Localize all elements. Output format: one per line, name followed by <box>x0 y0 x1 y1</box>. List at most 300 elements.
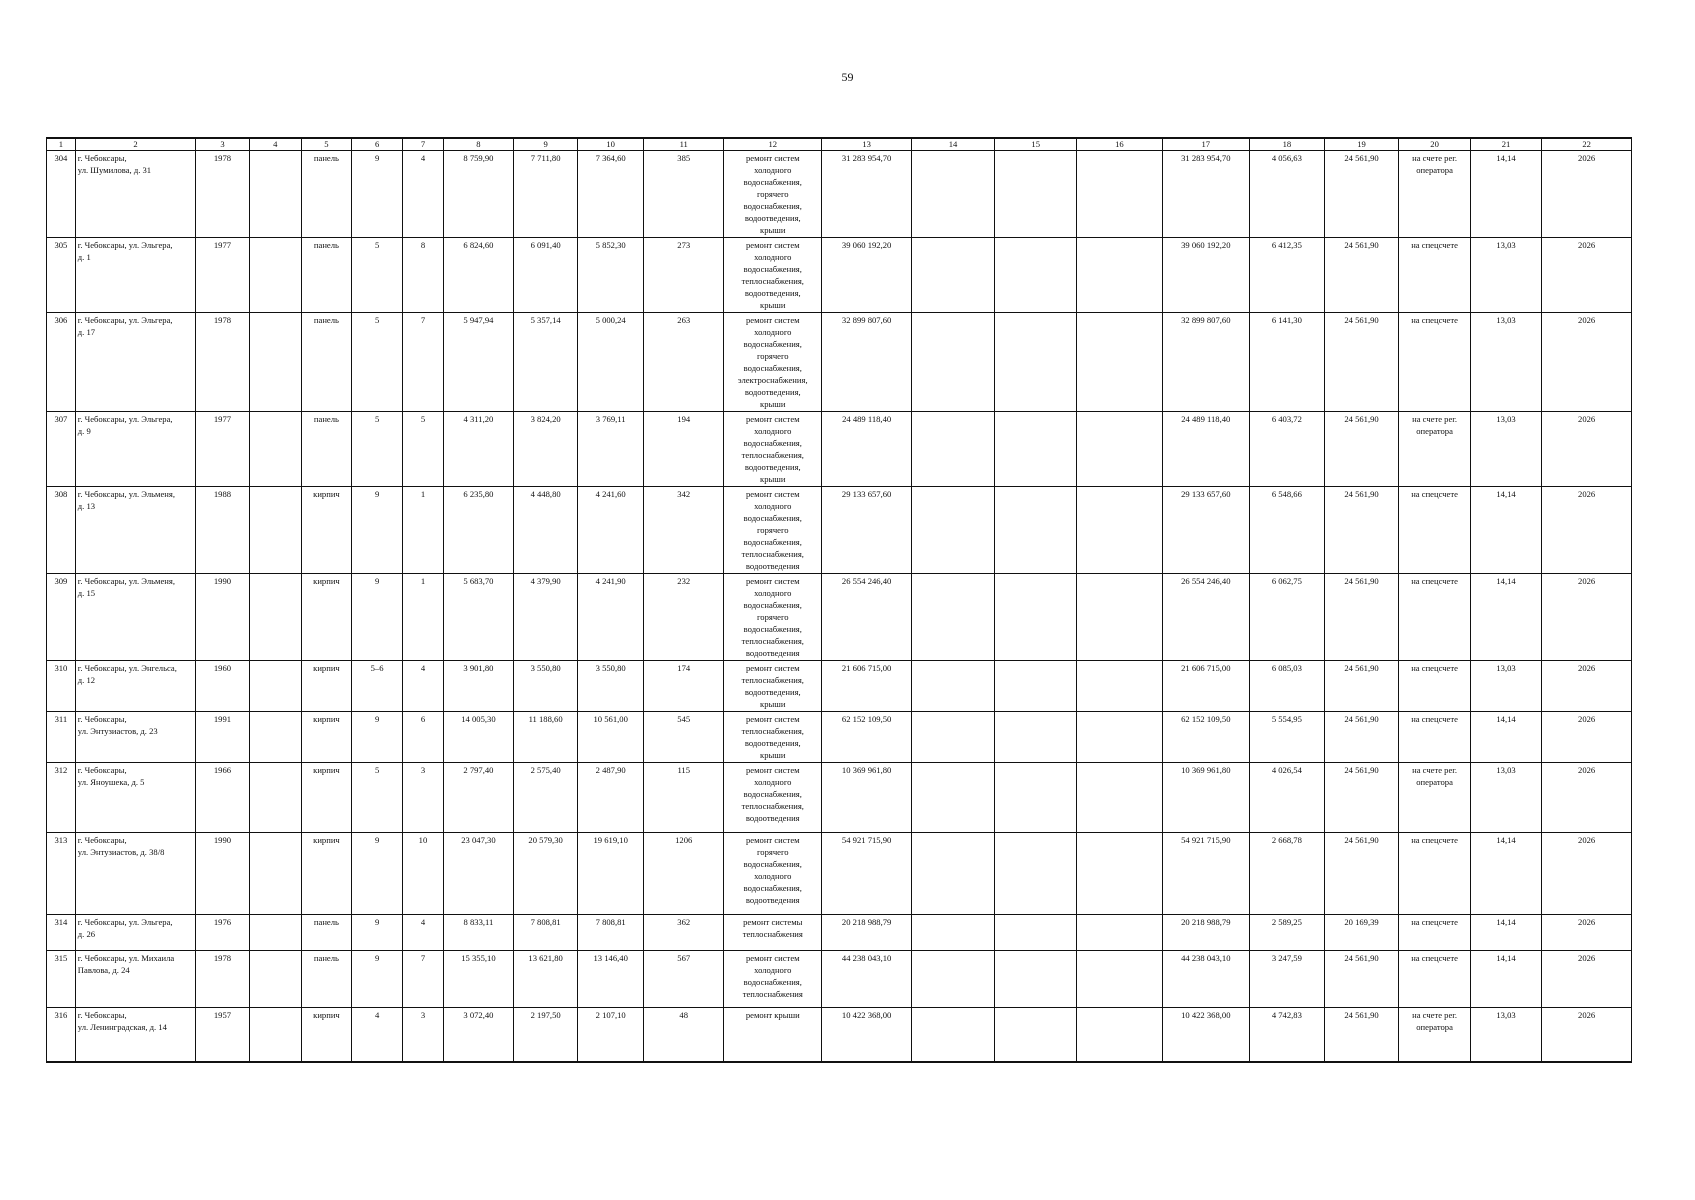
cell-col-4 <box>249 951 301 1008</box>
cell-total-area: 2 797,40 <box>443 763 513 833</box>
cell-residents: 1206 <box>644 833 724 915</box>
cell-contribution-rate: 14,14 <box>1470 487 1541 574</box>
cell-address: г. Чебоксары, ул. Эльгера, д. 9 <box>75 412 196 487</box>
cell-entrances: 10 <box>403 833 444 915</box>
cell-col-4 <box>249 763 301 833</box>
cell-cost-owners: 39 060 192,20 <box>1162 238 1249 313</box>
cell-fund-method: на спецсчете <box>1399 313 1470 412</box>
cell-address: г. Чебоксары, ул. Эльменя, д. 13 <box>75 487 196 574</box>
cell-max-unit-cost: 24 561,90 <box>1324 833 1399 915</box>
cell-total-area: 8 833,11 <box>443 915 513 951</box>
table-row <box>47 574 1632 661</box>
cell-col-15 <box>995 661 1077 712</box>
column-number-4: 4 <box>249 138 301 151</box>
cell-entrances: 1 <box>403 574 444 661</box>
cell-col-16 <box>1077 661 1162 712</box>
cell-unit-cost: 6 548,66 <box>1250 487 1325 574</box>
cell-max-unit-cost: 24 561,90 <box>1324 712 1399 763</box>
cell-col-15 <box>995 313 1077 412</box>
cell-row-number: 311 <box>47 712 76 763</box>
cell-total-area: 5 683,70 <box>443 574 513 661</box>
cell-residents: 567 <box>644 951 724 1008</box>
cell-wall-material: панель <box>301 313 351 412</box>
cell-contribution-rate: 13,03 <box>1470 763 1541 833</box>
cell-total-area: 6 824,60 <box>443 238 513 313</box>
cell-repair-works: ремонт систем холодного водоснабжения, теплоснабжения <box>724 951 822 1008</box>
cell-repair-works: ремонт крыши <box>724 1008 822 1062</box>
cell-col-15 <box>995 915 1077 951</box>
cell-unit-cost: 2 668,78 <box>1250 833 1325 915</box>
cell-address: г. Чебоксары, ул. Шумилова, д. 31 <box>75 151 196 238</box>
cell-cost-total: 31 283 954,70 <box>822 151 912 238</box>
cell-area-residential: 3 550,80 <box>578 661 644 712</box>
cell-row-number: 312 <box>47 763 76 833</box>
cell-address: г. Чебоксары, ул. Михаила Павлова, д. 24 <box>75 951 196 1008</box>
cell-address: г. Чебоксары, ул. Энгельса, д. 12 <box>75 661 196 712</box>
cell-col-16 <box>1077 1008 1162 1062</box>
cell-area-premises: 13 621,80 <box>514 951 578 1008</box>
cell-fund-method: на спецсчете <box>1399 951 1470 1008</box>
cell-fund-method: на спецсчете <box>1399 487 1470 574</box>
table-row <box>47 412 1632 487</box>
cell-area-residential: 19 619,10 <box>578 833 644 915</box>
cell-residents: 273 <box>644 238 724 313</box>
cell-col-14 <box>911 712 994 763</box>
cell-max-unit-cost: 24 561,90 <box>1324 412 1399 487</box>
cell-max-unit-cost: 24 561,90 <box>1324 763 1399 833</box>
cell-repair-works: ремонт систем холодного водоснабжения, горячего водоснабжения, теплоснабжения, водоотведения <box>724 574 822 661</box>
cell-fund-method: на счете рег. оператора <box>1399 412 1470 487</box>
cell-floors: 9 <box>352 915 403 951</box>
cell-contribution-rate: 14,14 <box>1470 712 1541 763</box>
cell-cost-total: 24 489 118,40 <box>822 412 912 487</box>
cell-completion-year: 2026 <box>1542 151 1632 238</box>
cell-year-built: 1977 <box>196 412 249 487</box>
cell-unit-cost: 4 026,54 <box>1250 763 1325 833</box>
cell-entrances: 1 <box>403 487 444 574</box>
cell-year-built: 1966 <box>196 763 249 833</box>
cell-max-unit-cost: 24 561,90 <box>1324 661 1399 712</box>
cell-cost-owners: 20 218 988,79 <box>1162 915 1249 951</box>
cell-unit-cost: 6 403,72 <box>1250 412 1325 487</box>
cell-floors: 5–6 <box>352 661 403 712</box>
cell-completion-year: 2026 <box>1542 574 1632 661</box>
table-row <box>47 313 1632 412</box>
cell-floors: 9 <box>352 487 403 574</box>
cell-floors: 9 <box>352 951 403 1008</box>
cell-col-4 <box>249 574 301 661</box>
cell-address: г. Чебоксары, ул. Ленинградская, д. 14 <box>75 1008 196 1062</box>
cell-floors: 9 <box>352 833 403 915</box>
cell-col-15 <box>995 1008 1077 1062</box>
cell-unit-cost: 5 554,95 <box>1250 712 1325 763</box>
cell-cost-total: 10 422 368,00 <box>822 1008 912 1062</box>
page-number: 59 <box>841 70 854 84</box>
cell-address: г. Чебоксары, ул. Эльгера, д. 26 <box>75 915 196 951</box>
cell-fund-method: на спецсчете <box>1399 661 1470 712</box>
cell-contribution-rate: 13,03 <box>1470 661 1541 712</box>
cell-total-area: 15 355,10 <box>443 951 513 1008</box>
cell-entrances: 3 <box>403 1008 444 1062</box>
cell-wall-material: панель <box>301 238 351 313</box>
cell-year-built: 1957 <box>196 1008 249 1062</box>
cell-area-residential: 2 107,10 <box>578 1008 644 1062</box>
cell-total-area: 4 311,20 <box>443 412 513 487</box>
cell-col-4 <box>249 412 301 487</box>
cell-col-15 <box>995 151 1077 238</box>
cell-floors: 4 <box>352 1008 403 1062</box>
cell-col-4 <box>249 833 301 915</box>
cell-wall-material: кирпич <box>301 487 351 574</box>
cell-row-number: 307 <box>47 412 76 487</box>
cell-col-15 <box>995 238 1077 313</box>
cell-cost-total: 39 060 192,20 <box>822 238 912 313</box>
cell-col-4 <box>249 1008 301 1062</box>
cell-completion-year: 2026 <box>1542 833 1632 915</box>
cell-col-14 <box>911 951 994 1008</box>
cell-wall-material: панель <box>301 151 351 238</box>
cell-total-area: 14 005,30 <box>443 712 513 763</box>
cell-total-area: 3 072,40 <box>443 1008 513 1062</box>
cell-fund-method: на счете рег. оператора <box>1399 151 1470 238</box>
cell-area-premises: 20 579,30 <box>514 833 578 915</box>
cell-total-area: 6 235,80 <box>443 487 513 574</box>
cell-cost-total: 32 899 807,60 <box>822 313 912 412</box>
cell-floors: 5 <box>352 763 403 833</box>
cell-contribution-rate: 14,14 <box>1470 951 1541 1008</box>
cell-area-residential: 13 146,40 <box>578 951 644 1008</box>
cell-year-built: 1976 <box>196 915 249 951</box>
cell-repair-works: ремонт систем теплоснабжения, водоотведения, крыши <box>724 712 822 763</box>
cell-fund-method: на спецсчете <box>1399 712 1470 763</box>
cell-entrances: 6 <box>403 712 444 763</box>
column-number-row <box>47 138 1632 151</box>
cell-entrances: 3 <box>403 763 444 833</box>
table-row <box>47 661 1632 712</box>
column-number-20: 20 <box>1399 138 1470 151</box>
column-number-14: 14 <box>911 138 994 151</box>
cell-cost-owners: 32 899 807,60 <box>1162 313 1249 412</box>
cell-col-4 <box>249 487 301 574</box>
cell-floors: 5 <box>352 412 403 487</box>
cell-fund-method: на спецсчете <box>1399 238 1470 313</box>
cell-col-16 <box>1077 487 1162 574</box>
cell-wall-material: кирпич <box>301 763 351 833</box>
cell-row-number: 304 <box>47 151 76 238</box>
cell-cost-total: 44 238 043,10 <box>822 951 912 1008</box>
cell-col-15 <box>995 574 1077 661</box>
cell-entrances: 4 <box>403 661 444 712</box>
cell-col-15 <box>995 487 1077 574</box>
cell-col-4 <box>249 915 301 951</box>
cell-cost-owners: 29 133 657,60 <box>1162 487 1249 574</box>
cell-completion-year: 2026 <box>1542 313 1632 412</box>
cell-col-15 <box>995 712 1077 763</box>
cell-col-16 <box>1077 574 1162 661</box>
cell-entrances: 8 <box>403 238 444 313</box>
cell-contribution-rate: 14,14 <box>1470 915 1541 951</box>
table-row <box>47 763 1632 833</box>
cell-area-premises: 11 188,60 <box>514 712 578 763</box>
cell-total-area: 5 947,94 <box>443 313 513 412</box>
cell-address: г. Чебоксары, ул. Эльгера, д. 1 <box>75 238 196 313</box>
cell-floors: 9 <box>352 712 403 763</box>
cell-unit-cost: 6 085,03 <box>1250 661 1325 712</box>
column-number-15: 15 <box>995 138 1077 151</box>
cell-cost-owners: 10 369 961,80 <box>1162 763 1249 833</box>
cell-contribution-rate: 13,03 <box>1470 238 1541 313</box>
cell-area-residential: 5 000,24 <box>578 313 644 412</box>
cell-col-14 <box>911 833 994 915</box>
cell-year-built: 1960 <box>196 661 249 712</box>
cell-residents: 174 <box>644 661 724 712</box>
cell-wall-material: кирпич <box>301 712 351 763</box>
cell-cost-total: 26 554 246,40 <box>822 574 912 661</box>
cell-residents: 115 <box>644 763 724 833</box>
cell-row-number: 306 <box>47 313 76 412</box>
column-number-11: 11 <box>644 138 724 151</box>
column-number-9: 9 <box>514 138 578 151</box>
cell-contribution-rate: 14,14 <box>1470 151 1541 238</box>
cell-col-14 <box>911 412 994 487</box>
cell-col-14 <box>911 915 994 951</box>
cell-col-14 <box>911 661 994 712</box>
cell-row-number: 308 <box>47 487 76 574</box>
cell-fund-method: на спецсчете <box>1399 915 1470 951</box>
cell-contribution-rate: 13,03 <box>1470 1008 1541 1062</box>
cell-col-15 <box>995 412 1077 487</box>
cell-max-unit-cost: 24 561,90 <box>1324 313 1399 412</box>
cell-cost-owners: 26 554 246,40 <box>1162 574 1249 661</box>
cell-year-built: 1978 <box>196 951 249 1008</box>
cell-address: г. Чебоксары, ул. Энтузиастов, д. 23 <box>75 712 196 763</box>
column-number-2: 2 <box>75 138 196 151</box>
cell-wall-material: панель <box>301 951 351 1008</box>
cell-total-area: 8 759,90 <box>443 151 513 238</box>
column-number-22: 22 <box>1542 138 1632 151</box>
cell-area-premises: 7 808,81 <box>514 915 578 951</box>
column-number-6: 6 <box>352 138 403 151</box>
cell-area-premises: 4 448,80 <box>514 487 578 574</box>
cell-repair-works: ремонт системы теплоснабжения <box>724 915 822 951</box>
cell-col-15 <box>995 951 1077 1008</box>
cell-cost-owners: 24 489 118,40 <box>1162 412 1249 487</box>
cell-row-number: 314 <box>47 915 76 951</box>
cell-area-residential: 4 241,60 <box>578 487 644 574</box>
cell-floors: 5 <box>352 313 403 412</box>
cell-max-unit-cost: 24 561,90 <box>1324 238 1399 313</box>
cell-cost-total: 10 369 961,80 <box>822 763 912 833</box>
cell-contribution-rate: 14,14 <box>1470 833 1541 915</box>
cell-repair-works: ремонт систем горячего водоснабжения, холодного водоснабжения, водоотведения <box>724 833 822 915</box>
cell-year-built: 1978 <box>196 313 249 412</box>
table-row <box>47 951 1632 1008</box>
cell-residents: 194 <box>644 412 724 487</box>
cell-cost-total: 54 921 715,90 <box>822 833 912 915</box>
cell-area-residential: 4 241,90 <box>578 574 644 661</box>
cell-col-4 <box>249 313 301 412</box>
cell-year-built: 1990 <box>196 833 249 915</box>
cell-col-14 <box>911 238 994 313</box>
cell-cost-owners: 62 152 109,50 <box>1162 712 1249 763</box>
cell-area-residential: 7 808,81 <box>578 915 644 951</box>
cell-area-residential: 2 487,90 <box>578 763 644 833</box>
cell-contribution-rate: 14,14 <box>1470 574 1541 661</box>
cell-entrances: 7 <box>403 313 444 412</box>
cell-col-4 <box>249 661 301 712</box>
cell-completion-year: 2026 <box>1542 915 1632 951</box>
cell-cost-owners: 31 283 954,70 <box>1162 151 1249 238</box>
table-row <box>47 712 1632 763</box>
cell-max-unit-cost: 24 561,90 <box>1324 487 1399 574</box>
cell-year-built: 1990 <box>196 574 249 661</box>
cell-floors: 9 <box>352 574 403 661</box>
cell-row-number: 305 <box>47 238 76 313</box>
cell-cost-total: 29 133 657,60 <box>822 487 912 574</box>
cell-col-16 <box>1077 412 1162 487</box>
column-number-7: 7 <box>403 138 444 151</box>
cell-col-15 <box>995 763 1077 833</box>
cell-repair-works: ремонт систем холодного водоснабжения, горячего водоснабжения, электроснабжения, водоотведения, крыши <box>724 313 822 412</box>
column-number-13: 13 <box>822 138 912 151</box>
cell-row-number: 316 <box>47 1008 76 1062</box>
cell-cost-owners: 10 422 368,00 <box>1162 1008 1249 1062</box>
cell-year-built: 1988 <box>196 487 249 574</box>
cell-fund-method: на спецсчете <box>1399 833 1470 915</box>
cell-max-unit-cost: 20 169,39 <box>1324 915 1399 951</box>
cell-col-4 <box>249 712 301 763</box>
cell-entrances: 4 <box>403 151 444 238</box>
cell-entrances: 7 <box>403 951 444 1008</box>
cell-col-14 <box>911 1008 994 1062</box>
cell-completion-year: 2026 <box>1542 412 1632 487</box>
cell-col-14 <box>911 574 994 661</box>
cell-row-number: 315 <box>47 951 76 1008</box>
column-number-12: 12 <box>724 138 822 151</box>
cell-col-4 <box>249 151 301 238</box>
cell-completion-year: 2026 <box>1542 487 1632 574</box>
cell-col-15 <box>995 833 1077 915</box>
table-row <box>47 151 1632 238</box>
cell-wall-material: кирпич <box>301 661 351 712</box>
cell-max-unit-cost: 24 561,90 <box>1324 151 1399 238</box>
cell-repair-works: ремонт систем холодного водоснабжения, теплоснабжения, водоотведения <box>724 763 822 833</box>
cell-row-number: 313 <box>47 833 76 915</box>
cell-fund-method: на счете рег. оператора <box>1399 763 1470 833</box>
cell-residents: 232 <box>644 574 724 661</box>
cell-completion-year: 2026 <box>1542 763 1632 833</box>
cell-row-number: 310 <box>47 661 76 712</box>
cell-unit-cost: 2 589,25 <box>1250 915 1325 951</box>
cell-wall-material: кирпич <box>301 1008 351 1062</box>
cell-repair-works: ремонт систем теплоснабжения, водоотведения, крыши <box>724 661 822 712</box>
cell-contribution-rate: 13,03 <box>1470 313 1541 412</box>
cell-residents: 342 <box>644 487 724 574</box>
cell-col-16 <box>1077 763 1162 833</box>
cell-completion-year: 2026 <box>1542 951 1632 1008</box>
cell-unit-cost: 6 412,35 <box>1250 238 1325 313</box>
cell-year-built: 1977 <box>196 238 249 313</box>
cell-area-premises: 2 575,40 <box>514 763 578 833</box>
cell-col-14 <box>911 313 994 412</box>
cell-wall-material: панель <box>301 412 351 487</box>
cell-year-built: 1991 <box>196 712 249 763</box>
cell-residents: 263 <box>644 313 724 412</box>
cell-area-residential: 5 852,30 <box>578 238 644 313</box>
table-row <box>47 487 1632 574</box>
cell-area-premises: 5 357,14 <box>514 313 578 412</box>
column-number-17: 17 <box>1162 138 1249 151</box>
cell-residents: 385 <box>644 151 724 238</box>
cell-unit-cost: 6 062,75 <box>1250 574 1325 661</box>
cell-unit-cost: 4 742,83 <box>1250 1008 1325 1062</box>
cell-cost-total: 62 152 109,50 <box>822 712 912 763</box>
cell-residents: 48 <box>644 1008 724 1062</box>
cell-total-area: 23 047,30 <box>443 833 513 915</box>
capital-repair-table-wrapper <box>46 137 1632 1063</box>
cell-cost-owners: 21 606 715,00 <box>1162 661 1249 712</box>
table-row <box>47 915 1632 951</box>
column-number-5: 5 <box>301 138 351 151</box>
cell-entrances: 5 <box>403 412 444 487</box>
column-number-18: 18 <box>1250 138 1325 151</box>
column-number-16: 16 <box>1077 138 1162 151</box>
cell-cost-owners: 54 921 715,90 <box>1162 833 1249 915</box>
cell-col-16 <box>1077 151 1162 238</box>
table-row <box>47 238 1632 313</box>
cell-max-unit-cost: 24 561,90 <box>1324 1008 1399 1062</box>
cell-repair-works: ремонт систем холодного водоснабжения, горячего водоснабжения, теплоснабжения, водоотведения <box>724 487 822 574</box>
cell-repair-works: ремонт систем холодного водоснабжения, горячего водоснабжения, водоотведения, крыши <box>724 151 822 238</box>
column-number-19: 19 <box>1324 138 1399 151</box>
cell-wall-material: панель <box>301 915 351 951</box>
cell-row-number: 309 <box>47 574 76 661</box>
cell-area-premises: 3 550,80 <box>514 661 578 712</box>
cell-floors: 5 <box>352 238 403 313</box>
cell-col-14 <box>911 763 994 833</box>
cell-cost-total: 20 218 988,79 <box>822 915 912 951</box>
cell-address: г. Чебоксары, ул. Яноушека, д. 5 <box>75 763 196 833</box>
column-number-1: 1 <box>47 138 76 151</box>
cell-col-16 <box>1077 313 1162 412</box>
cell-total-area: 3 901,80 <box>443 661 513 712</box>
column-number-21: 21 <box>1470 138 1541 151</box>
column-number-10: 10 <box>578 138 644 151</box>
cell-col-16 <box>1077 238 1162 313</box>
cell-area-premises: 2 197,50 <box>514 1008 578 1062</box>
cell-completion-year: 2026 <box>1542 661 1632 712</box>
cell-repair-works: ремонт систем холодного водоснабжения, теплоснабжения, водоотведения, крыши <box>724 412 822 487</box>
cell-max-unit-cost: 24 561,90 <box>1324 574 1399 661</box>
cell-fund-method: на спецсчете <box>1399 574 1470 661</box>
cell-entrances: 4 <box>403 915 444 951</box>
cell-unit-cost: 3 247,59 <box>1250 951 1325 1008</box>
cell-floors: 9 <box>352 151 403 238</box>
cell-completion-year: 2026 <box>1542 238 1632 313</box>
cell-year-built: 1978 <box>196 151 249 238</box>
column-number-3: 3 <box>196 138 249 151</box>
cell-max-unit-cost: 24 561,90 <box>1324 951 1399 1008</box>
cell-fund-method: на счете рег. оператора <box>1399 1008 1470 1062</box>
cell-address: г. Чебоксары, ул. Эльменя, д. 15 <box>75 574 196 661</box>
column-number-8: 8 <box>443 138 513 151</box>
capital-repair-table <box>46 137 1632 1063</box>
cell-area-residential: 10 561,00 <box>578 712 644 763</box>
cell-col-16 <box>1077 712 1162 763</box>
cell-area-residential: 3 769,11 <box>578 412 644 487</box>
cell-cost-owners: 44 238 043,10 <box>1162 951 1249 1008</box>
cell-unit-cost: 6 141,30 <box>1250 313 1325 412</box>
